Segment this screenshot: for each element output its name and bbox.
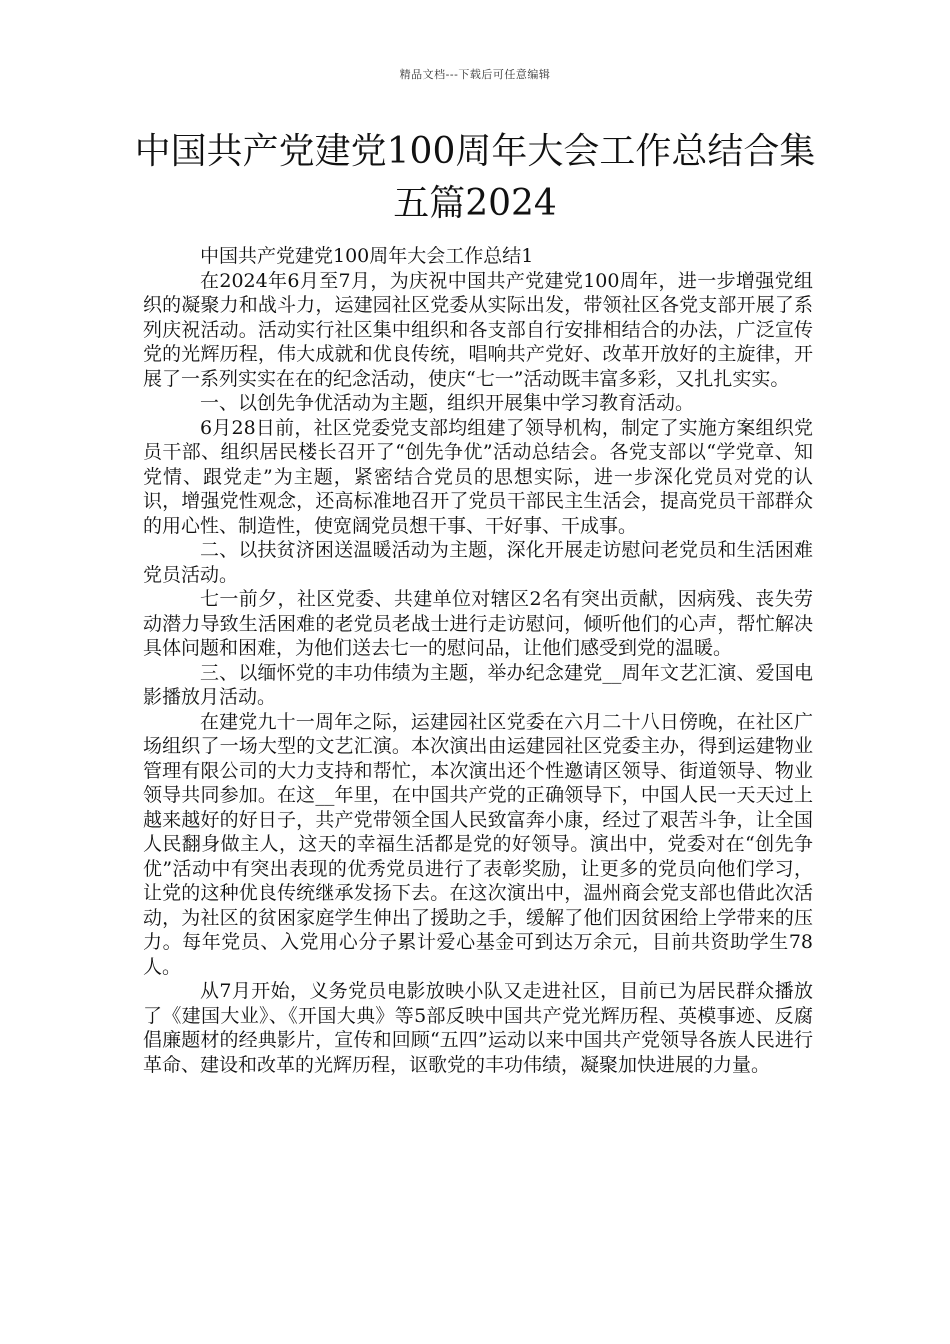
body-paragraph: 在2024年6月至7月，为庆祝中国共产党建党100周年，进一步增强党组织的凝聚力和战斗力，运建园社区党委从实际出发，带领社区各党支部开展了系列庆祝活动。活动实行社区集中组织和各支部自行安排相结合的办法，广泛宣传党的光辉历程，伟大成就和优良传统，唱响共产党好、改革开放好的主旋律，开展了一系列实实在在的纪念活动，使庆“七一”活动既丰富多彩，又扎扎实实。 [143, 269, 813, 390]
section-heading: 二、以扶贫济困送温暖活动为主题，深化开展走访慰问老党员和生活困难党员活动。 [143, 539, 813, 586]
body-paragraph: 在建党九十一周年之际，运建园社区党委在六月二十八日傍晚，在社区广场组织了一场大型的文艺汇演。本次演出由运建园社区党委主办，得到运建物业管理有限公司的大力支持和帮忙，本次演出还个性邀请区领导、街道领导、物业领导共同参加。在这__年里，在中国共产党的正确领导下，中国人民一天天过上越来越好的好日子，共产党带领全国人民致富奔小康，经过了艰苦斗争，让全国人民翻身做主人，这天的幸福生活都是党的好领导。演出中，党委对在“创先争优”活动中有突出表现的优秀党员进行了表彰奖励，让更多的党员向他们学习，让党的这种优良传统继承发扬下去。在这次演出中，温州商会党支部也借此次活动，为社区的贫困家庭学生伸出了援助之手，缓解了他们因贫困给上学带来的压力。每年党员、入党用心分子累计爱心基金可到达万余元，目前共资助学生78人。 [143, 710, 813, 978]
document-title: 中国共产党建党100周年大会工作总结合集五篇2024 [134, 131, 816, 224]
section-heading: 中国共产党建党100周年大会工作总结1 [200, 245, 534, 267]
section-heading: 一、以创先争优活动为主题，组织开展集中学习教育活动。 [200, 392, 695, 414]
body-paragraph: 6月28日前，社区党委党支部均组建了领导机构，制定了实施方案组织党员干部、组织居民楼长召开了“创先争优”活动总结会。各党支部以“学党章、知党情、跟党走”为主题，紧密结合党员的思想实际，进一步深化党员对党的认识，增强党性观念，还高标准地召开了党员干部民主生活会，提高党员干部群众的用心性、制造性，使宽阔党员想干事、干好事、干成事。 [143, 416, 813, 537]
body-paragraph: 七一前夕，社区党委、共建单位对辖区2名有突出贡献，因病残、丧失劳动潜力导致生活困难的老党员老战士进行走访慰问，倾听他们的心声，帮忙解决具体问题和困难，为他们送去七一的慰问品，让他们感受到党的温暖。 [143, 588, 813, 659]
section-heading: 三、以缅怀党的丰功伟绩为主题，举办纪念建党__周年文艺汇演、爱国电影播放月活动。 [143, 661, 813, 708]
document-body [143, 244, 813, 1077]
body-paragraph: 从7月开始，义务党员电影放映小队又走进社区，目前已为居民群众播放了《建国大业》、《开国大典》等5部反映中国共产党光辉历程、英模事迹、反腐倡廉题材的经典影片，宣传和回顾“五四”运动以来中国共产党领导各族人民进行革命、建设和改革的光辉历程，讴歌党的丰功伟绩，凝聚加快进展的力量。 [143, 980, 813, 1076]
header-note: 精品文档---下载后可任意编辑 [399, 68, 551, 81]
